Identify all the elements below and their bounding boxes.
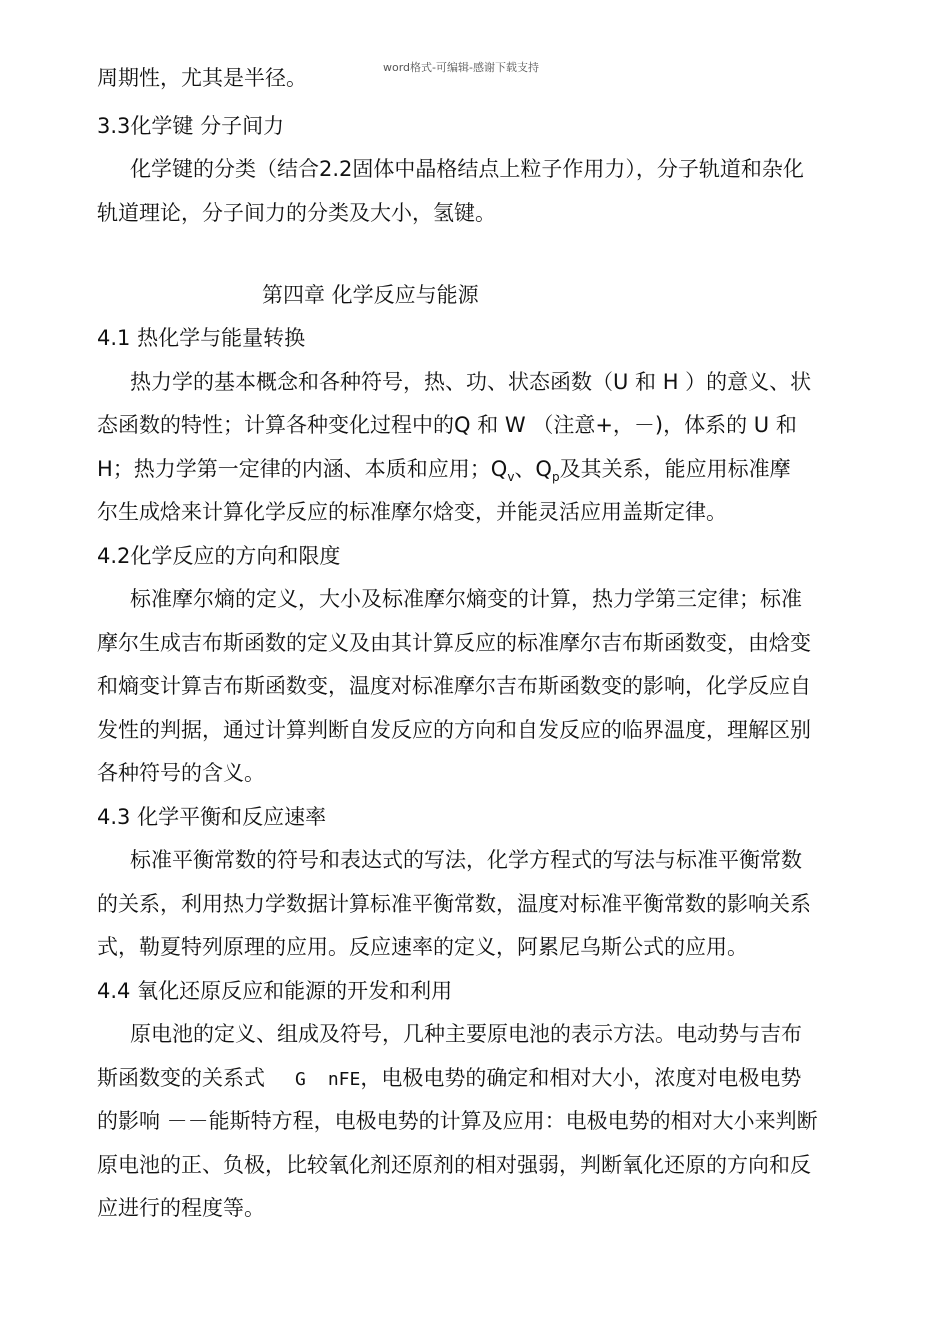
paragraph-line: 尔生成焓来计算化学反应的标准摩尔焓变，并能灵活应用盖斯定律。 <box>97 500 727 524</box>
formula-nfe: nFE <box>327 1069 361 1090</box>
subscript-v: v <box>507 470 515 484</box>
paragraph-line: 的影响 －－能斯特方程，电极电势的计算及应用：电极电势的相对大小来判断 <box>97 1109 818 1133</box>
paragraph-line: 的关系，利用热力学数据计算标准平衡常数，温度对标准平衡常数的影响关系 <box>97 892 811 916</box>
text-fragment: ，电极电势的确定和相对大小，浓度对电极电势 <box>360 1066 802 1090</box>
text-fragment: 、Q <box>514 457 552 481</box>
paragraph-line: 标准摩尔熵的定义，大小及标准摩尔熵变的计算，热力学第三定律；标准 <box>130 587 802 611</box>
text-fragment: H；热力学第一定律的内涵、本质和应用；Q <box>97 457 508 481</box>
paragraph-line-with-formula <box>97 1064 867 1094</box>
chapter-title: 第四章 化学反应与能源 <box>262 283 479 307</box>
text-fragment: 及其关系，能应用标准摩 <box>559 457 791 481</box>
section-heading-4-4: 4.4 氧化还原反应和能源的开发和利用 <box>97 979 453 1003</box>
paragraph-line-with-subscripts <box>97 455 867 491</box>
paragraph-line: 各种符号的含义。 <box>97 761 265 785</box>
section-heading-4-1: 4.1 热化学与能量转换 <box>97 326 306 350</box>
text-fragment: 斯函数变的关系式 <box>97 1066 265 1090</box>
paragraph-line: 态函数的特性；计算各种变化过程中的Q 和 W （注意+，－)，体系的 U 和 <box>97 413 797 437</box>
paragraph-line: 式，勒夏特列原理的应用。反应速率的定义，阿累尼乌斯公式的应用。 <box>97 935 748 959</box>
formula-g: G <box>295 1069 306 1090</box>
paragraph-line: 摩尔生成吉布斯函数的定义及由其计算反应的标准摩尔吉布斯函数变，由焓变 <box>97 631 811 655</box>
section-heading-4-2: 4.2化学反应的方向和限度 <box>97 544 341 568</box>
text-line: 周期性，尤其是半径。 <box>97 66 307 90</box>
section-heading-3-3: 3.3化学键 分子间力 <box>97 114 285 138</box>
paragraph-line: 发性的判据，通过计算判断自发反应的方向和自发反应的临界温度，理解区别 <box>97 718 811 742</box>
paragraph-line: 轨道理论，分子间力的分类及大小，氢键。 <box>97 201 496 225</box>
paragraph-line: 原电池的正、负极，比较氧化剂还原剂的相对强弱，判断氧化还原的方向和反 <box>97 1153 811 1177</box>
paragraph-line: 原电池的定义、组成及符号，几种主要原电池的表示方法。电动势与吉布 <box>130 1022 802 1046</box>
paragraph-line: 热力学的基本概念和各种符号，热、功、状态函数（U 和 H ）的意义、状 <box>130 370 812 394</box>
paragraph-line: 化学键的分类（结合2.2固体中晶格结点上粒子作用力），分子轨道和杂化 <box>130 157 804 181</box>
paragraph-line: 和熵变计算吉布斯函数变，温度对标准摩尔吉布斯函数变的影响，化学反应自 <box>97 674 811 698</box>
section-heading-4-3: 4.3 化学平衡和反应速率 <box>97 805 327 829</box>
paragraph-line: 应进行的程度等。 <box>97 1196 265 1220</box>
watermark-header: word格式-可编辑-感谢下载支持 <box>383 61 539 74</box>
subscript-p: p <box>551 470 560 484</box>
paragraph-line: 标准平衡常数的符号和表达式的写法，化学方程式的写法与标准平衡常数 <box>130 848 802 872</box>
